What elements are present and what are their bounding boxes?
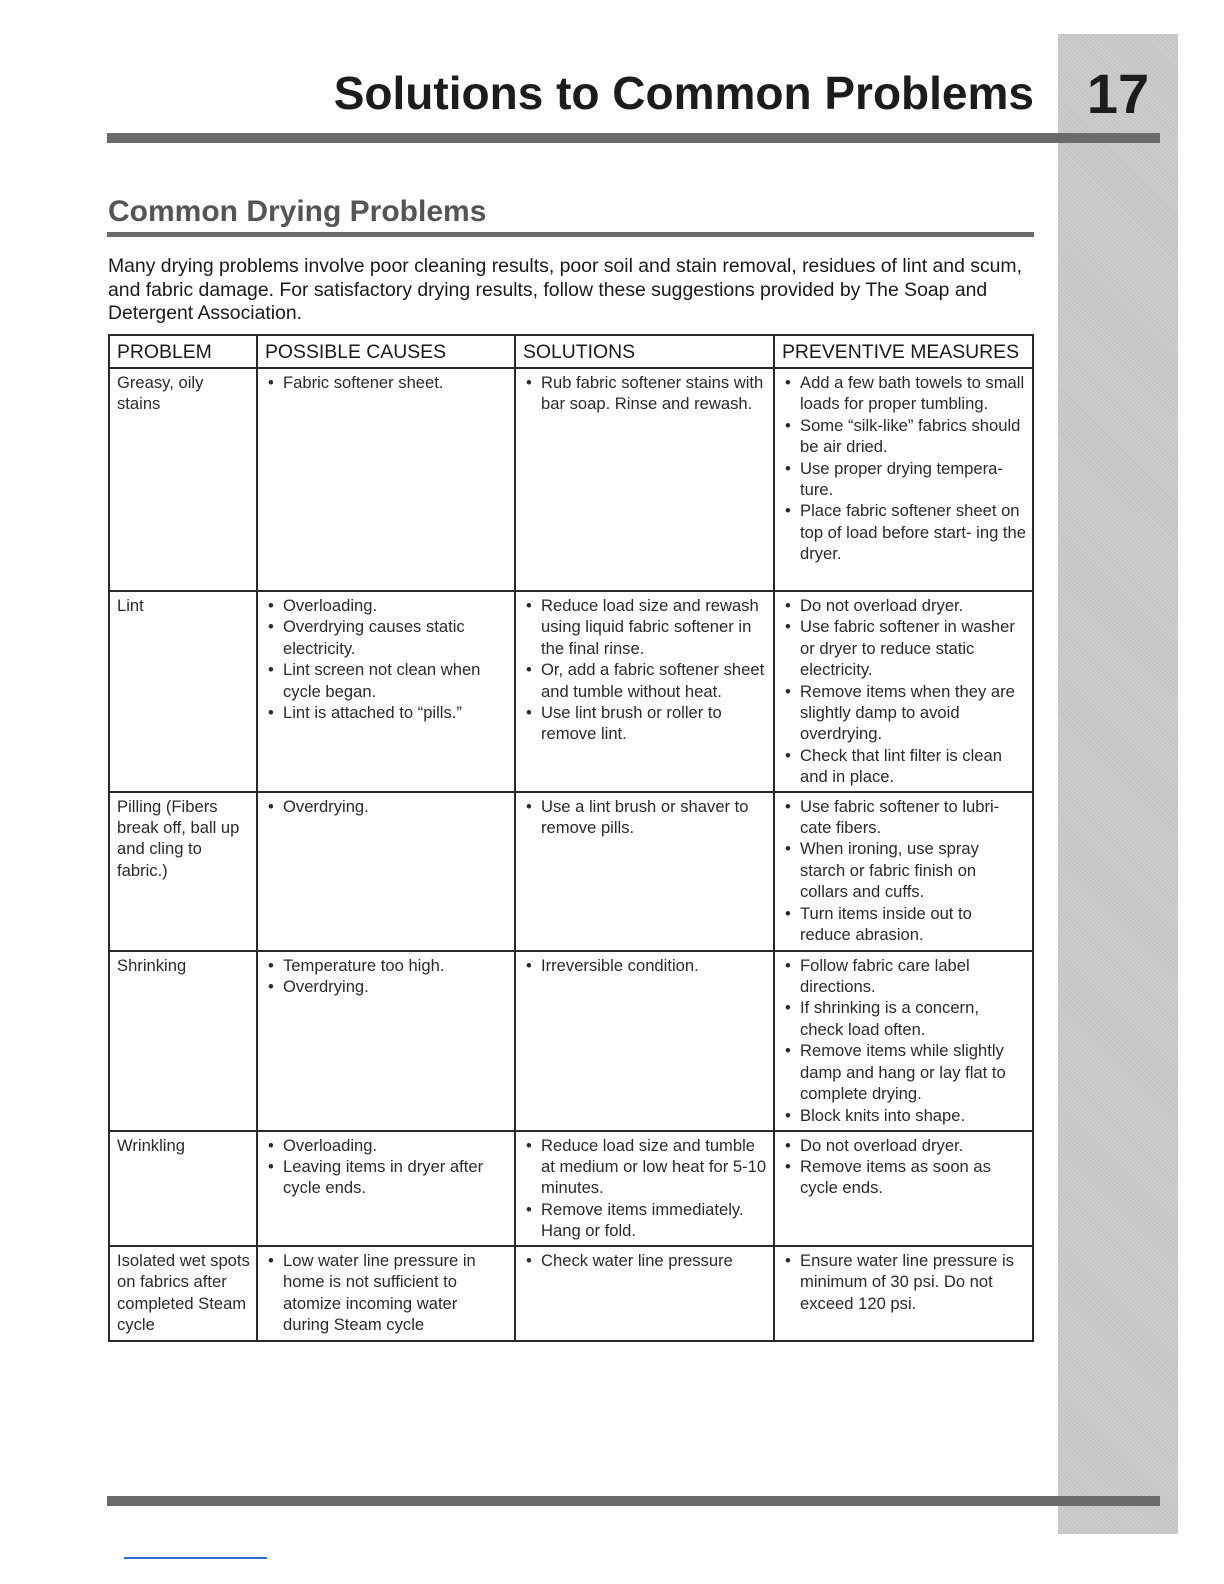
side-tab [1058,34,1178,1534]
list-item: • Overdrying. [265,796,508,817]
table-row [109,1131,1033,1246]
list-item: • Overloading. [265,1135,508,1156]
list-item: • Reduce load size and rewash using liquid fabric softener in the final rinse. [523,595,767,659]
section-divider [107,232,1034,237]
causes-cell [257,1131,515,1246]
solutions-cell [515,951,774,1131]
column-header-preventive: PREVENTIVE MEASURES [774,335,1033,368]
problem-cell: Isolated wet spots on fabrics after completed Steam cycle [109,1246,257,1341]
column-header-solutions: SOLUTIONS [515,335,774,368]
table-row [109,951,1033,1131]
list-item: • Reduce load size and tumble at medium or low heat for 5-10 minutes. [523,1135,767,1199]
solutions-cell [515,1131,774,1246]
table-header-row [109,335,1033,368]
list-item: • Leaving items in dryer after cycle ends. [265,1156,508,1199]
problem-cell: Greasy, oily stains [109,368,257,591]
list-item: • Use lint brush or roller to remove lint. [523,702,767,745]
causes-cell [257,1246,515,1341]
title-divider [107,133,1160,143]
list-item: • Use fabric softener in washer or dryer to reduce static electricity. [782,616,1026,680]
solutions-cell [515,1246,774,1341]
list-item: • Remove items immediately. Hang or fold. [523,1199,767,1242]
preventive-cell [774,792,1033,951]
solutions-cell [515,591,774,792]
preventive-cell [774,951,1033,1131]
list-item: • Lint is attached to “pills.” [265,702,508,723]
list-item: • Lint screen not clean when cycle began. [265,659,508,702]
list-item: • Do not overload dryer. [782,595,1026,616]
list-item: • Do not overload dryer. [782,1135,1026,1156]
list-item: • Use a lint brush or shaver to remove pills. [523,796,767,839]
list-item: • When ironing, use spray starch or fabric finish on collars and cuffs. [782,838,1026,902]
list-item: • Check that lint filter is clean and in place. [782,745,1026,788]
list-item: • Use proper drying tempera- ture. [782,458,1026,501]
list-item: • Rub fabric softener stains with bar soap. Rinse and rewash. [523,372,767,415]
list-item: • Temperature too high. [265,955,508,976]
preventive-cell [774,368,1033,591]
list-item: • Use fabric softener to lubri- cate fibers. [782,796,1026,839]
list-item: • Fabric softener sheet. [265,372,508,393]
footer-accent-line [124,1557,267,1559]
preventive-cell [774,1131,1033,1246]
table-row [109,792,1033,951]
list-item: • Ensure water line pressure is minimum of 30 psi. Do not exceed 120 psi. [782,1250,1026,1314]
list-item: • Overdrying causes static electricity. [265,616,508,659]
column-header-causes: POSSIBLE CAUSES [257,335,515,368]
list-item: • Turn items inside out to reduce abrasion. [782,903,1026,946]
drying-problems-table [108,334,1034,1342]
list-item: • Or, add a fabric softener sheet and tumble without heat. [523,659,767,702]
footer-divider [107,1496,1160,1506]
causes-cell [257,368,515,591]
problem-cell: Pilling (Fibers break off, ball up and cling to fabric.) [109,792,257,951]
table-row [109,1246,1033,1341]
page-title: Solutions to Common Problems [333,67,1034,119]
table-row [109,368,1033,591]
list-item: • Block knits into shape. [782,1105,1026,1126]
list-item: • Some “silk-like” fabrics should be air dried. [782,415,1026,458]
solutions-cell [515,368,774,591]
causes-cell [257,951,515,1131]
preventive-cell [774,591,1033,792]
problem-cell: Wrinkling [109,1131,257,1246]
list-item: • Place fabric softener sheet on top of load before start- ing the dryer. [782,500,1026,564]
list-item: • If shrinking is a concern, check load often. [782,997,1026,1040]
causes-cell [257,792,515,951]
list-item: • Remove items while slightly damp and hang or lay flat to complete drying. [782,1040,1026,1104]
solutions-cell [515,792,774,951]
problem-cell: Shrinking [109,951,257,1131]
list-item: • Add a few bath towels to small loads for proper tumbling. [782,372,1026,415]
list-item: • Remove items as soon as cycle ends. [782,1156,1026,1199]
problem-cell: Lint [109,591,257,792]
list-item: • Overloading. [265,595,508,616]
column-header-problem: PROBLEM [109,335,257,368]
list-item: • Follow fabric care label directions. [782,955,1026,998]
section-heading: Common Drying Problems [108,195,487,228]
list-item: • Low water line pressure in home is not sufficient to atomize incoming water during Steam cycle [265,1250,508,1336]
preventive-cell [774,1246,1033,1341]
causes-cell [257,591,515,792]
page-number: 17 [1086,62,1150,125]
list-item: • Irreversible condition. [523,955,767,976]
table-row [109,591,1033,792]
intro-paragraph: Many drying problems involve poor cleaning results, poor soil and stain removal, residues of lint and scum, and fabric damage. For satisfactory drying results, follow these suggestions provided by The Soap and Detergent Association. [108,255,1022,324]
list-item: • Remove items when they are slightly damp to avoid overdrying. [782,681,1026,745]
list-item: • Overdrying. [265,976,508,997]
list-item: • Check water line pressure [523,1250,767,1271]
